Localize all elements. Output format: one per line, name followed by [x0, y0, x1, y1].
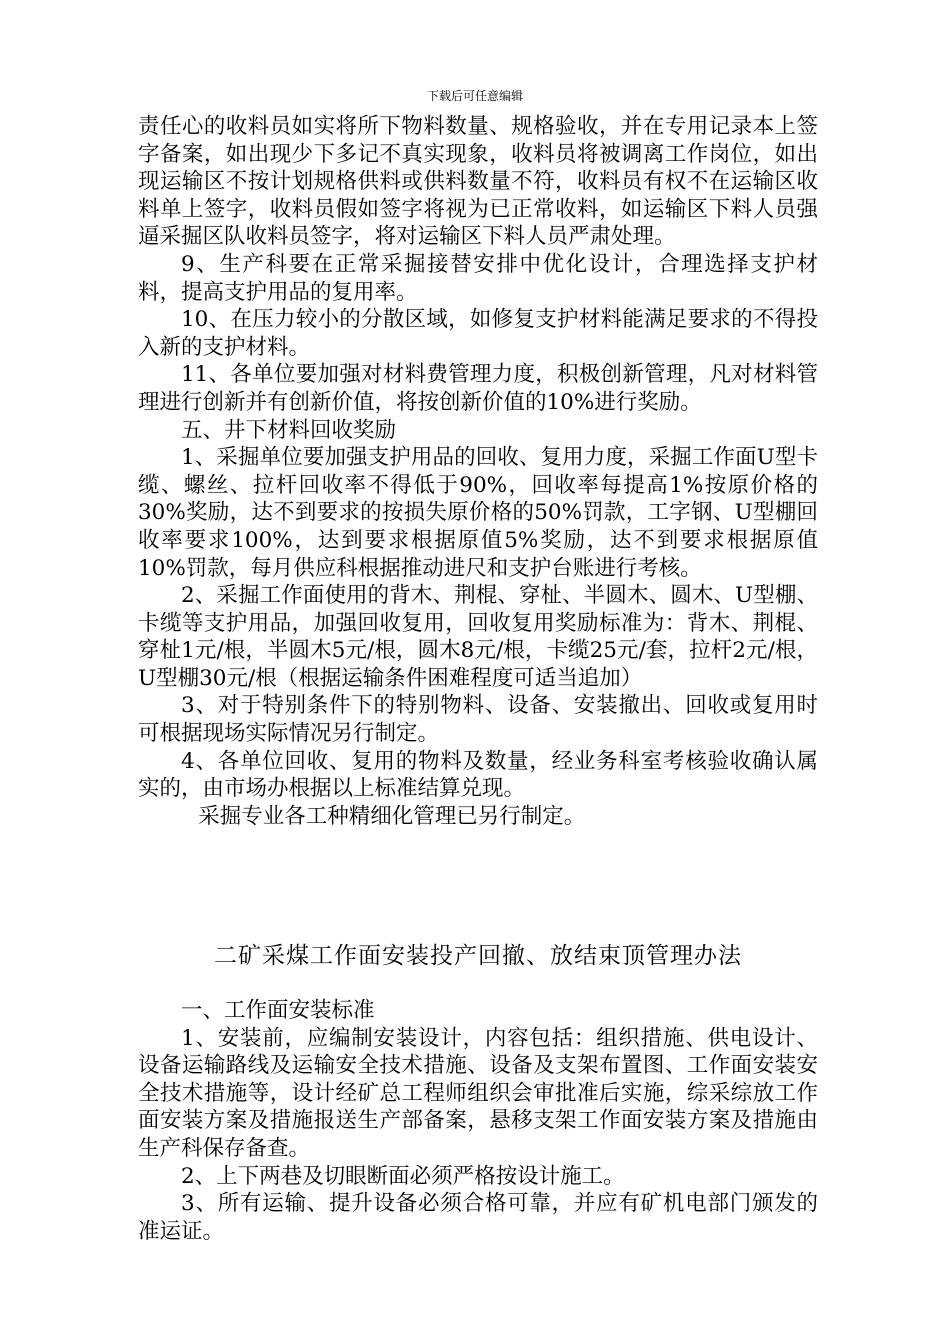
paragraph-item-11: 11、各单位要加强对材料费管理力度，积极创新管理，凡对材料管理进行创新并有创新价值，将按创新价值的10%进行奖励。: [138, 362, 818, 415]
paragraph-reward-2: 2、采掘工作面使用的背木、荆棍、穿杫、半圆木、圆木、U型棚、卡缆等支护用品，加强回收复用，回收复用奖励标准为：背木、荆棍、穿杫1元/根，半圆木5元/根，圆木8元/根，卡缆25元/套，拉杆2元/根，U型棚30元/根（根据运输条件困难程度可适当追加）: [138, 583, 818, 691]
document-title: 二矿采煤工作面安装投产回撤、放结束顶管理办法: [214, 943, 742, 969]
page-header: 下载后可任意编辑: [426, 89, 523, 103]
paragraph-item-10: 10、在压力较小的分散区域，如修复支护材料能满足要求的不得投入新的支护材料。: [138, 307, 818, 360]
paragraph-item-9: 9、生产科要在正常采掘接替安排中优化设计，合理选择支护材料，提高支护用品的复用率。: [138, 251, 818, 305]
paragraph-reward-1: 1、采掘单位要加强支护用品的回收、复用力度，采掘工作面U型卡缆、螺丝、拉杆回收率不得低于90%，回收率每提高1%按原价格的30%奖励，达不到要求的按损失原价格的50%罚款，工字钢、U型棚回收率要求100%，达到要求根据原值5%奖励，达不到要求根据原值10%罚款，每月供应科根据推动进尺和支护台账进行考核。: [138, 445, 818, 581]
section-heading-installation-standard: 一、工作面安装标准: [181, 998, 375, 1023]
paragraph-tail-note: 采掘专业各工种精细化管理已另行制定。: [198, 803, 586, 829]
section-heading-recovery-rewards: 五、井下材料回收奖励: [181, 417, 397, 443]
installation-section: [138, 997, 818, 1245]
paragraph-reward-3: 3、对于特别条件下的特别物料、设备、安装撤出、回收或复用时可根据现场实际情况另行制定。: [138, 693, 818, 747]
paragraph-install-1: 1、安装前，应编制安装设计，内容包括：组织措施、供电设计、设备运输路线及运输安全技术措施、设备及支架布置图、工作面安装安全技术措施等，设计经矿总工程师组织会审批准后实施，综采综放工作面安装方案及措施报送生产部备案，悬移支架工作面安装方案及措施由生产科保存备查。: [138, 1025, 818, 1161]
paragraph-receiving-clerk: 责任心的收料员如实将所下物料数量、规格验收，并在专用记录本上签字备案，如出现少下多记不真实现象，收料员将被调离工作岗位，如出现运输区不按计划规格供料或供料数量不符，收料员有权不在运输区收料单上签字，收料员假如签字将视为已正常收料，如运输区下料人员强逼采掘区队收料员签字，将对运输区下料人员严肃处理。: [138, 114, 818, 250]
paragraph-install-2: 2、上下两巷及切眼断面必须严格按设计施工。: [181, 1163, 625, 1189]
paragraph-reward-4: 4、各单位回收、复用的物料及数量，经业务科室考核验收确认属实的，由市场办根据以上标准结算兑现。: [138, 748, 818, 802]
paragraph-install-3: 3、所有运输、提升设备必须合格可靠，并应有矿机电部门颁发的准运证。: [138, 1191, 818, 1244]
document-body: [138, 113, 818, 830]
